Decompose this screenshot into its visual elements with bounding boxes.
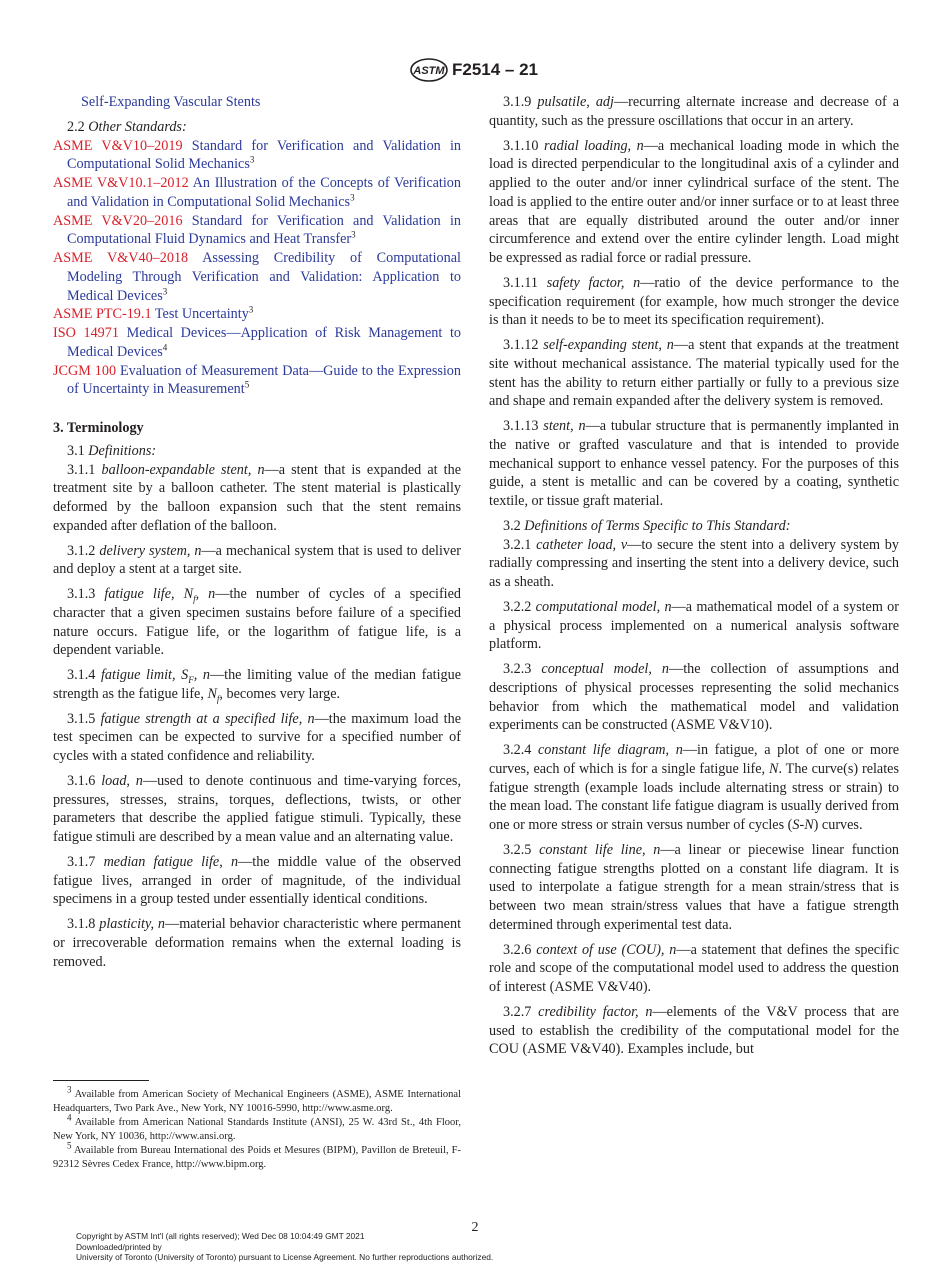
document-designation: F2514 – 21 — [452, 60, 539, 79]
footnote-divider — [53, 1080, 149, 1081]
definition-paragraph: 3.1.10 radial loading, n—a mechanical loading mode in which the load is directed perpendicular to the longitudinal axis of a cylinder and applied to the outer and/or inner cylindrical surface of the stent. The load is applied to the entire outer and/or inner surface or to at least three areas that are equally distributed around the outer and/or inner circumference and extend over the entire cylinder length. Load might be expressed as radial force or radial pressure. — [489, 137, 899, 266]
footnotes — [53, 1084, 462, 1172]
reference-item[interactable]: ASME V&V10.1–2012 An Illustration of the Concepts of Verification and Validation in Computational Solid Mechanics$^3$ — [53, 175, 461, 210]
footnote: $^4$ Available from American National Standards Institute (ANSI), 25 W. 43rd St., 4th Floor, New York, NY 10036, http://www.ansi.org. — [53, 1112, 462, 1142]
subsection-heading: 3.2 Definitions of Terms Specific to This Standard: — [503, 517, 791, 534]
definition-paragraph: 3.2.1 catheter load, v—to secure the stent into a delivery system by radially compressing and inserting the stent into a delivery device, such as a sheath. — [489, 536, 899, 590]
page-number: 2 — [471, 1220, 479, 1235]
definition-paragraph: 3.1.12 self-expanding stent, n—a stent that expands at the treatment site without mechanical assistance. The material typically used for the stent has the ability to return either partially or fully to a previous size and shape and remain expanded after the delivery system is removed. — [489, 337, 900, 410]
reference-item[interactable]: ISO 14971 Medical Devices—Application of Risk Management to Medical Devices$^4$ — [53, 325, 461, 360]
definition-paragraph: 3.1.2 delivery system, n—a mechanical system that is used to deliver and deploy a stent at a target site. — [53, 542, 462, 578]
section-heading: 3. Terminology — [53, 420, 144, 436]
definition-paragraph: 3.1.13 stent, n—a tubular structure that is permanently implanted in the native or grafted vasculature and that is intended to provide mechanical support to enhance vessel patency. For the purposes of this guide, a stent is metallic and can be covered by a coating, synthetic textile, or tissue graft material. — [489, 418, 900, 509]
copyright-line: Copyright by ASTM Int'l (all rights reserved); Wed Dec 08 10:04:49 GMT 2021 — [76, 1231, 365, 1241]
definition-paragraph: 3.2.2 computational model, n—a mathematical model of a system or a physical process implemented on a numerical analysis software platform. — [489, 598, 900, 653]
footnote: $^5$ Available from Bureau International des Poids et Mesures (BIPM), Pavillon de Breteuil, F-92312 Sèvres Cedex France, http://www.bipm.org. — [53, 1140, 461, 1170]
definition-paragraph: 3.1.6 load, n—used to denote continuous and time-varying forces, pressures, stresses, strains, torques, deflections, twists, or other parameters that describe the applied fatigue stimuli. Typically, these fatigue stimuli are described by a mean value and an alternating value. — [53, 772, 462, 845]
subsection-heading: 2.2 Other Standards: — [67, 118, 187, 135]
reference-item[interactable]: ASME PTC-19.1 Test Uncertainty$^3$ — [53, 304, 254, 323]
definition-paragraph: 3.1.9 pulsatile, adj—recurring alternate increase and decrease of a quantity, such as the pressure oscillations that occur in an artery. — [489, 94, 900, 129]
footnote: $^3$ Available from American Society of Mechanical Engineers (ASME), ASME International Headquarters, Two Park Ave., New York, NY 10016-5990, http://www.asme.org. — [53, 1084, 462, 1114]
reference-item[interactable]: ASME V&V10–2019 Standard for Verification and Validation in Computational Solid Mechanics$^3$ — [53, 137, 461, 173]
reference-item[interactable]: JCGM 100 Evaluation of Measurement Data—Guide to the Expression of Uncertainty in Measurement$^5$ — [53, 362, 461, 398]
definition-paragraph: 3.1.8 plasticity, n—material behavior characteristic where permanent or irrecoverable deformation remains when the external loading is removed. — [53, 916, 462, 970]
definition-paragraph: 3.2.3 conceptual model, n—the collection of assumptions and descriptions of physical processes representing the solid mechanics behavior from which the mathematical model and validation experiments can be constructed (ASME V&V10). — [489, 661, 900, 734]
right-column — [489, 93, 899, 1065]
copyright-notice — [76, 1231, 493, 1263]
definition-paragraph: 3.1.1 balloon-expandable stent, n—a stent that is expanded at the treatment site by a balloon catheter. The stent material is plastically deformed by the balloon expansion such that the stent remains expanded after deflation of the balloon. — [53, 461, 461, 534]
page-header — [0, 58, 950, 82]
reference-continuation[interactable]: Self-Expanding Vascular Stents — [81, 94, 261, 110]
definition-paragraph: 3.2.7 credibility factor, n—elements of the V&V process that are used to establish the credibility of the computational model for the COU (ASME V&V40). Examples include, but — [489, 1003, 900, 1058]
definition-paragraph: 3.2.6 context of use (COU), n—a statement that defines the specific role and scope of the computational model used to address the question of interest (ASME V&V40). — [489, 941, 899, 995]
reference-item[interactable]: ASME V&V20–2016 Standard for Verification and Validation in Computational Fluid Dynamics and Heat Transfer$^3$ — [53, 212, 461, 248]
copyright-line: University of Toronto (University of Toronto) pursuant to License Agreement. No further reproductions authorized. — [76, 1252, 494, 1263]
definition-paragraph: 3.1.4 fatigue limit, $S_F$, n—the limiting value of the median fatigue strength as the fatigue life, $N_f$, becomes very large. — [53, 667, 461, 704]
definition-paragraph: 3.1.3 fatigue life, $N_f$, n—the number of cycles of a specified character that a given specimen sustains before failure of a specified nature occurs. Fatigue life, or the logarithm of fatigue life, is a dependent variable. — [53, 586, 461, 659]
reference-item[interactable]: ASME V&V40–2018 Assessing Credibility of Computational Modeling Through Verification and Validation: Application to Medical Devices$^3$ — [53, 250, 461, 304]
definition-paragraph: 3.2.4 constant life diagram, n—in fatigue, a plot of one or more curves, each of which is for a single fatigue life, N. The curve(s) relates fatigue strength (example loads include alternating stress or strain) to the mean load. The constant life fatigue diagram is usually derived from one or more stress or strain versus number of cycles (S-N) curves. — [489, 742, 899, 833]
definition-paragraph: 3.1.11 safety factor, n—ratio of the device performance to the specification requirement (for example, how much stronger the device is than it needs to be to meet its specification requirement). — [489, 274, 899, 329]
left-column — [53, 93, 461, 977]
subsection-heading: 3.1 Definitions: — [67, 442, 157, 459]
logo-text: ASTM — [413, 65, 445, 77]
copyright-line: Downloaded/printed by — [76, 1241, 162, 1252]
astm-logo-icon — [409, 58, 449, 82]
definition-paragraph: 3.2.5 constant life line, n—a linear or piecewise linear function connecting fatigue strengths plotted on a constant life diagram. It is used to interpolate a fatigue strength for a mean strain/stress that is between two mean strain/stress values that have a fatigue strength determined through experimental test data. — [489, 841, 900, 933]
definition-paragraph: 3.1.7 median fatigue life, n—the middle value of the observed fatigue lives, arranged in order of magnitude, of the individual specimens in a group tested under essentially identical conditions. — [53, 853, 462, 908]
definition-paragraph: 3.1.5 fatigue strength at a specified life, n—the maximum load the test specimen can be expected to survive for a specified number of cycles with a stated confidence and reliability. — [53, 710, 462, 764]
